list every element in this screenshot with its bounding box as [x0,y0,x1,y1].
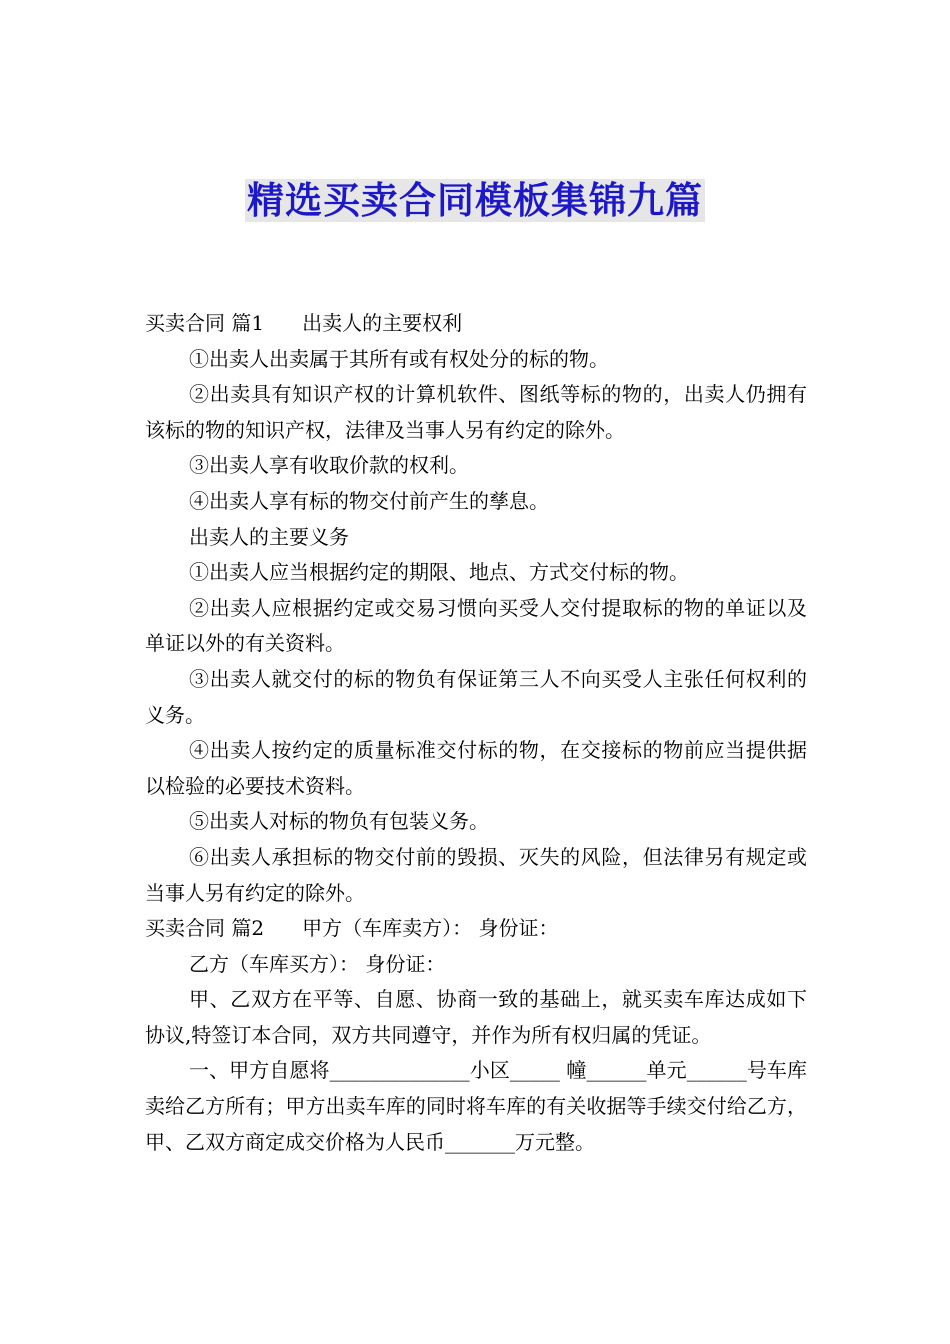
section-heading-1: 买卖合同 篇1 [145,311,265,335]
document-body [145,306,807,1160]
paragraph-12: ⑥出卖人承担标的物交付前的毁损、灭失的风险，但法律另有规定或当事人另有约定的除外。 [145,844,807,905]
document-title [0,176,950,226]
paragraph-7: ①出卖人应当根据约定的期限、地点、方式交付标的物。 [189,560,689,585]
paragraph-6: 出卖人的主要义务 [189,524,349,549]
paragraph-8: ②出卖人应根据约定或交易习惯向买受人交付提取标的物的单证以及单证以外的有关资料。 [145,595,807,656]
paragraph-3: ②出卖具有知识产权的计算机软件、图纸等标的物的，出卖人仍拥有该标的物的知识产权，法律及当事人另有约定的除外。 [145,382,807,442]
paragraph-10: ④出卖人按约定的质量标准交付标的物，在交接标的物前应当提供据以检验的必要技术资料。 [145,738,807,798]
document-title-text: 精选买卖合同模板集锦九篇 [247,179,703,222]
paragraph-16: 一、甲方自愿将______________小区_____ 幢______单元______号车库卖给乙方所有；甲方出卖车库的同时将车库的有关收据等手续交付给乙方，甲、乙双方商定成交价格为人民币_______万元整。 [145,1058,807,1154]
paragraph-13 [145,911,807,947]
paragraph-1 [145,306,807,342]
paragraph-11: ⑤出卖人对标的物负有包装义务。 [189,809,489,834]
paragraph-text: 出卖人的主要权利 [302,311,463,335]
section-heading-2: 买卖合同 篇2 [145,916,265,941]
paragraph-9: ③出卖人就交付的标的物负有保证第三人不向买受人主张任何权利的义务。 [145,666,807,727]
paragraph-15: 甲、乙双方在平等、自愿、协商一致的基础上，就买卖车库达成如下协议,特签订本合同，双方共同遵守，并作为所有权归属的凭证。 [145,987,807,1047]
paragraph-text: 甲方（车库卖方）： 身份证： [302,916,559,941]
paragraph-14: 乙方（车库买方）： 身份证： [189,951,446,976]
paragraph-2: ①出卖人出卖属于其所有或有权处分的标的物。 [189,346,609,371]
paragraph-4: ③出卖人享有收取价款的权利。 [189,453,469,478]
paragraph-5: ④出卖人享有标的物交付前产生的孳息。 [189,488,549,513]
